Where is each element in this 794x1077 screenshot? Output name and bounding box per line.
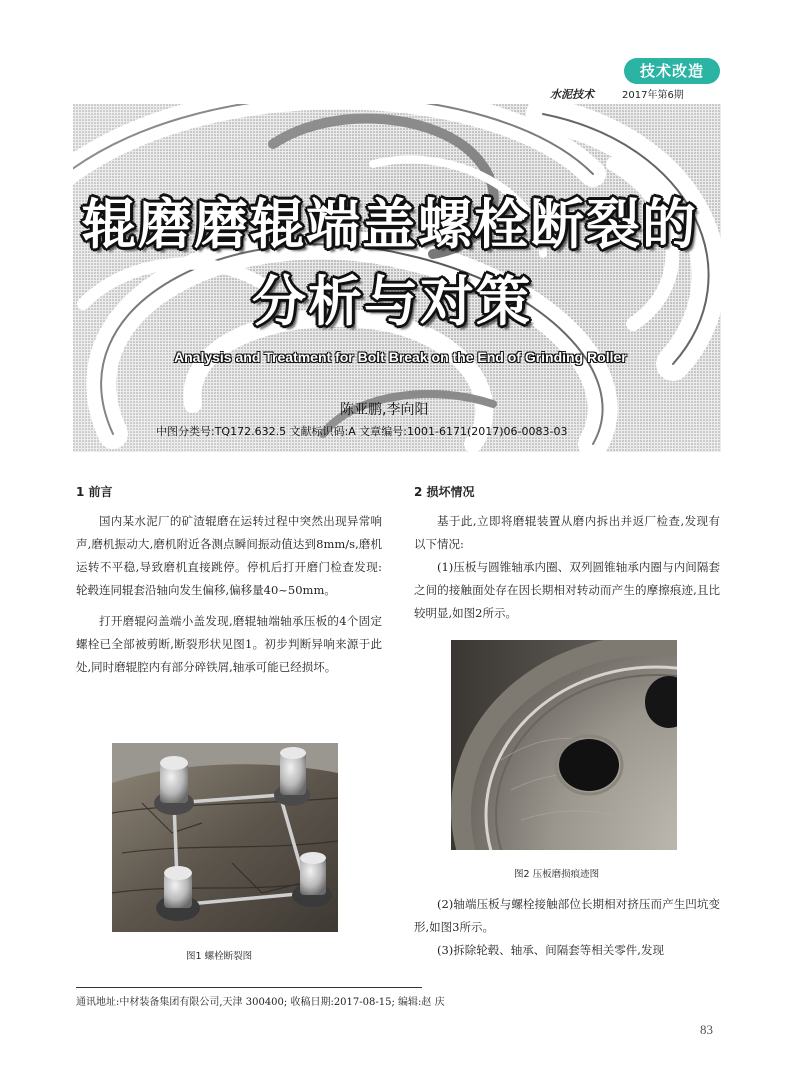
section-2-paragraph-1: 基于此,立即将磨辊装置从磨内拆出并返厂检查,发现有以下情况: [414,514,720,551]
footnote-rule [76,987,422,988]
figure-1-bolt-photo [112,743,338,932]
section-1-heading: 1 前言 [76,485,113,499]
figure-2-plate-photo [451,640,677,850]
journal-name: 水泥技术 [550,88,594,101]
english-title: Analysis and Treatment for Bolt Break on the End of Grinding Roller [174,349,627,365]
title-line-1: 辊磨磨辊端盖螺栓断裂的 [82,193,698,256]
figure-1-caption: 图1 螺栓断裂图 [186,951,253,962]
right-column [414,483,720,625]
section-2-paragraph-3: (2)轴端压板与螺栓接触部位长期相对挤压而产生凹坑变形,如图3所示。 [414,897,720,934]
issue-label: 2017年第6期 [622,90,684,101]
section-2-heading: 2 损坏情况 [414,485,475,499]
section-1-paragraph-2: 打开磨辊闷盖端小盖发现,磨辊轴端轴承压板的4个固定螺栓已全部被剪断,断裂形状见图1。初步判断异响来源于此处,同时磨辊腔内有部分碎铁屑,轴承可能已经损坏。 [76,614,382,674]
left-column [76,483,382,679]
right-column-lower [414,893,720,962]
section-2-paragraph-2: (1)压板与圆锥轴承内圈、双列圆锥轴承内圈与内间隔套之间的接触面处存在因长期相对转动而产生的摩擦痕迹,且比较明显,如图2所示。 [414,560,720,620]
authors: 陈亚鹏,李向阳 [340,402,429,418]
page-number: 83 [700,1022,713,1037]
title-line-2: 分析与对策 [252,270,532,333]
section-1-paragraph-1: 国内某水泥厂的矿渣辊磨在运转过程中突然出现异常响声,磨机振动大,磨机附近各测点瞬间振动值达到8mm/s,磨机运转不平稳,导致磨机直接跳停。停机后打开磨门检查发现:轮毂连同辊套沿轴向发生偏移,偏移量40~50mm。 [76,514,382,597]
figure-2-caption: 图2 压板磨损痕迹图 [514,869,600,880]
section-tag: 技术改造 [624,58,720,84]
footnote: 通讯地址:中材装备集团有限公司,天津 300400; 收稿日期:2017-08-15; 编辑:赵 庆 [76,997,445,1008]
section-2-paragraph-4: (3)拆除轮毂、轴承、间隔套等相关零件,发现 [437,943,664,957]
classification-info: 中图分类号:TQ172.632.5 文献标识码:A 文章编号:1001-6171(2017)06-0083-03 [156,425,568,438]
